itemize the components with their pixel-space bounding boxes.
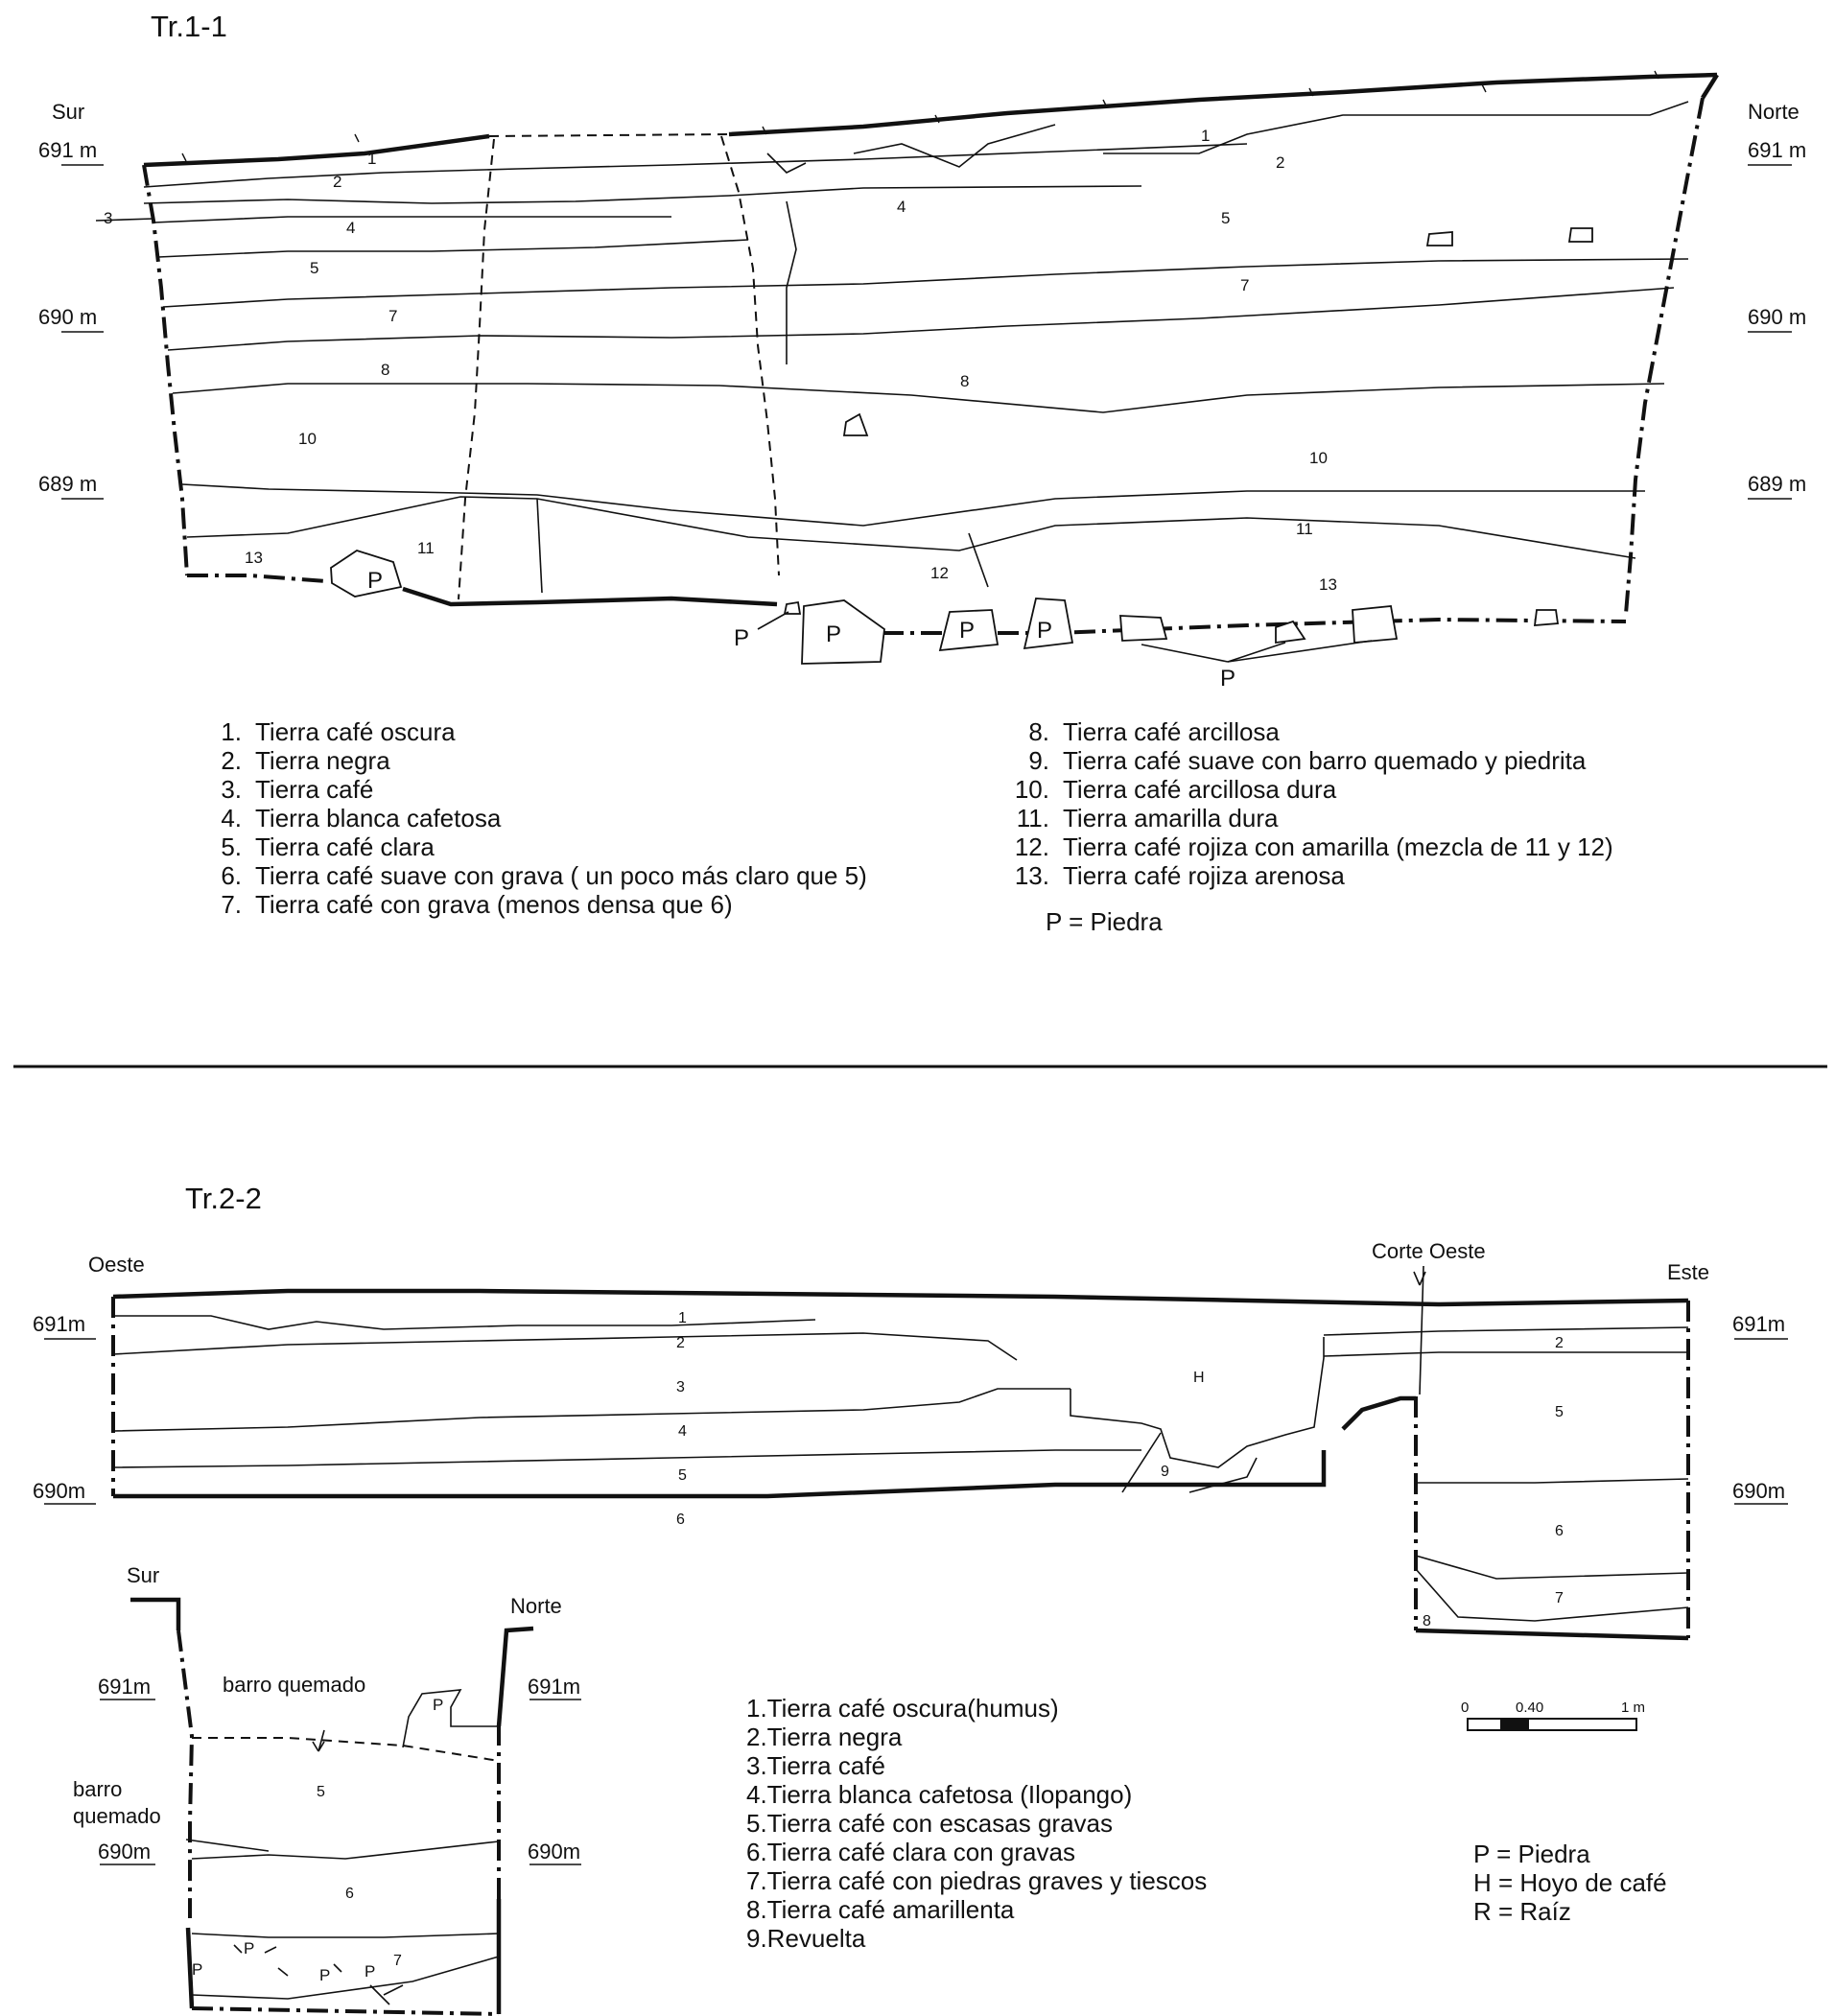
tr2-layer-label: H <box>1193 1370 1205 1386</box>
small-left-direction: Sur <box>127 1563 160 1587</box>
tr1-layer-label: 10 <box>1309 449 1328 467</box>
legend-item: 13. Tierra café rojiza arenosa <box>1014 861 1345 890</box>
tr1-stone <box>1120 616 1166 641</box>
tr1-bottom-left <box>187 575 326 581</box>
small-stone-label: P <box>365 1962 376 1981</box>
tr1-elevation-right-691: 691 m <box>1748 138 1807 162</box>
tr1-layer-label: 2 <box>1276 153 1285 172</box>
tr1-elevation-left-689: 689 m <box>38 472 98 496</box>
small-right-direction: Norte <box>510 1594 562 1618</box>
tr1-layer-label: 13 <box>245 549 263 567</box>
tr1-surface-gap <box>489 134 729 136</box>
tr1-layer-label: 11 <box>1296 520 1313 538</box>
tr1-stone-label: P <box>367 568 384 594</box>
legend-item: 4.Tierra blanca cafetosa (Ilopango) <box>746 1780 1133 1809</box>
tr1-profile <box>61 71 1792 664</box>
tr2-cut-label: Corte Oeste <box>1372 1239 1486 1263</box>
tr1-corner-right <box>1703 75 1717 98</box>
small-elevation-right-690: 690m <box>528 1840 581 1864</box>
tr1-layer-label: 2 <box>333 173 342 191</box>
tr1-wall-right <box>1626 98 1703 614</box>
tr2-layer-label: 5 <box>1555 1404 1564 1420</box>
legend-item: 9.Revuelta <box>746 1924 866 1953</box>
tr1-surface-left <box>144 136 489 165</box>
small-annotation: barro quemado <box>223 1673 366 1697</box>
legend-item: 3.Tierra café <box>746 1751 885 1780</box>
tr1-layer-label: 1 <box>367 150 377 168</box>
legend-item: 11. Tierra amarilla dura <box>1016 804 1279 832</box>
tr1-stone <box>1535 610 1558 625</box>
legend-item: 3. Tierra café <box>221 775 374 804</box>
tr2-layer-label: 3 <box>676 1379 685 1395</box>
small-elevation-left-690: 690m <box>98 1840 152 1864</box>
tr1-stone <box>1353 606 1397 643</box>
tr1-stone <box>1427 232 1452 246</box>
small-stone-label: P <box>192 1960 203 1979</box>
tr1-elevation-right-689: 689 m <box>1748 472 1807 496</box>
small-elevation-right-691: 691m <box>528 1675 581 1699</box>
tr1-elevation-left-690: 690 m <box>38 305 98 329</box>
scale-label: 0 <box>1461 1700 1470 1716</box>
tr1-stone <box>1569 228 1592 242</box>
tr1-surface-right <box>729 75 1717 134</box>
tr2-elevation-left-690: 690m <box>33 1479 86 1503</box>
tr2-layer-label: 2 <box>1555 1335 1564 1351</box>
legend-note: R = Raíz <box>1473 1897 1571 1926</box>
legend-item: 1. Tierra café oscura <box>221 717 456 746</box>
tr1-pit-left <box>459 139 494 599</box>
tr2-elevation-left-691: 691m <box>33 1312 86 1336</box>
small-stone-label: P <box>433 1696 444 1714</box>
legend-item: 6.Tierra café clara con gravas <box>746 1838 1075 1866</box>
legend-item: 6. Tierra café suave con grava ( un poco más claro que 5) <box>221 861 867 890</box>
legend-note: H = Hoyo de café <box>1473 1868 1667 1897</box>
legend-item: 8.Tierra café amarillenta <box>746 1895 1015 1924</box>
small-layer-label: 6 <box>345 1886 354 1902</box>
tr2-elevation-right-690: 690m <box>1732 1479 1786 1503</box>
tr2-layer-label: 6 <box>1555 1523 1564 1539</box>
tr1-layer-label: 8 <box>960 372 970 390</box>
tr2-layer-label: 4 <box>678 1423 687 1440</box>
legend-item: 7. Tierra café con grava (menos densa que 6) <box>221 890 733 919</box>
tr1-elevation-left-691: 691 m <box>38 138 98 162</box>
tr1-layer-label: 4 <box>897 198 906 216</box>
tr1-title: Tr.1-1 <box>151 10 227 43</box>
legend-item: 10. Tierra café arcillosa dura <box>1014 775 1337 804</box>
tr1-stone-label: P <box>1220 666 1236 692</box>
small-stone-label: P <box>244 1939 255 1957</box>
small-profile <box>100 1600 581 2014</box>
tr2-layer-label: 8 <box>1423 1613 1431 1629</box>
tr1-stone-label: P <box>826 621 842 647</box>
tr1-stone-label: P <box>959 618 976 644</box>
scale-label: 1 m <box>1621 1700 1646 1716</box>
tr2-layer-label: 6 <box>676 1512 685 1528</box>
tr2-layer-label: 5 <box>678 1467 687 1484</box>
legend-item: 8. Tierra café arcillosa <box>1028 717 1280 746</box>
tr1-layer-label: 13 <box>1319 575 1337 594</box>
tr1-wall-left <box>144 165 187 575</box>
legend-item: 5. Tierra café clara <box>221 832 435 861</box>
tr1-layer-label: 7 <box>1240 276 1250 294</box>
tr1-legend-note: P = Piedra <box>1046 907 1163 936</box>
legend-item: 7.Tierra café con piedras graves y tiescos <box>746 1866 1208 1895</box>
tr2-profile <box>44 1266 1788 1638</box>
legend-item: 5.Tierra café con escasas gravas <box>746 1809 1113 1838</box>
legend-note: P = Piedra <box>1473 1840 1590 1868</box>
tr1-layer-label: 3 <box>104 209 113 227</box>
legend-item: 2. Tierra negra <box>221 746 390 775</box>
tr1-stone-label: P <box>1037 618 1053 644</box>
tr1-stone <box>331 551 401 597</box>
tr2-title: Tr.2-2 <box>185 1182 262 1215</box>
tr1-layer-label: 8 <box>381 361 390 379</box>
tr1-stone <box>844 414 867 435</box>
tr1-stone <box>802 600 884 664</box>
legend-item: 12. Tierra café rojiza con amarilla (mezcla de 11 y 12) <box>1014 832 1613 861</box>
tr2-layer-label: 1 <box>678 1310 687 1326</box>
small-layer-label: 5 <box>317 1784 325 1800</box>
tr2-surface <box>113 1291 1688 1304</box>
tr2-right-direction: Este <box>1667 1260 1710 1284</box>
scale-bar <box>1468 1719 1636 1730</box>
tr2-layer-label: 2 <box>676 1335 685 1351</box>
small-annotation: barro quemado <box>73 1777 161 1828</box>
legend-item: 9. Tierra café suave con barro quemado y piedrita <box>1028 746 1587 775</box>
legend-item: 1.Tierra café oscura(humus) <box>746 1694 1059 1723</box>
legend-item: 2.Tierra negra <box>746 1723 903 1751</box>
tr1-pit-right <box>721 136 779 575</box>
scale-label: 0.40 <box>1516 1700 1544 1716</box>
tr1-layer-label: 12 <box>930 564 949 582</box>
legend-item: 4. Tierra blanca cafetosa <box>221 804 502 832</box>
small-layer-label: 7 <box>393 1953 402 1969</box>
small-stone-label: P <box>319 1966 331 1984</box>
tr1-layer-label: 11 <box>417 539 435 557</box>
tr2-layer-label: 7 <box>1555 1590 1564 1606</box>
small-elevation-left-691: 691m <box>98 1675 152 1699</box>
tr2-elevation-right-691: 691m <box>1732 1312 1786 1336</box>
tr2-left-direction: Oeste <box>88 1253 145 1277</box>
tr1-layer-label: 1 <box>1201 127 1211 145</box>
tr1-stone-label: P <box>734 625 750 651</box>
tr1-layer-label: 5 <box>1221 209 1231 227</box>
tr2-layer-label: 9 <box>1161 1464 1169 1480</box>
tr1-elevation-right-690: 690 m <box>1748 305 1807 329</box>
tr1-layer-label: 5 <box>310 259 319 277</box>
tr1-left-direction: Sur <box>52 100 85 124</box>
tr1-layer-label: 4 <box>346 219 356 237</box>
tr1-right-direction: Norte <box>1748 100 1800 124</box>
tr1-layer-label: 7 <box>388 307 398 325</box>
tr1-layer-label: 10 <box>298 430 317 448</box>
